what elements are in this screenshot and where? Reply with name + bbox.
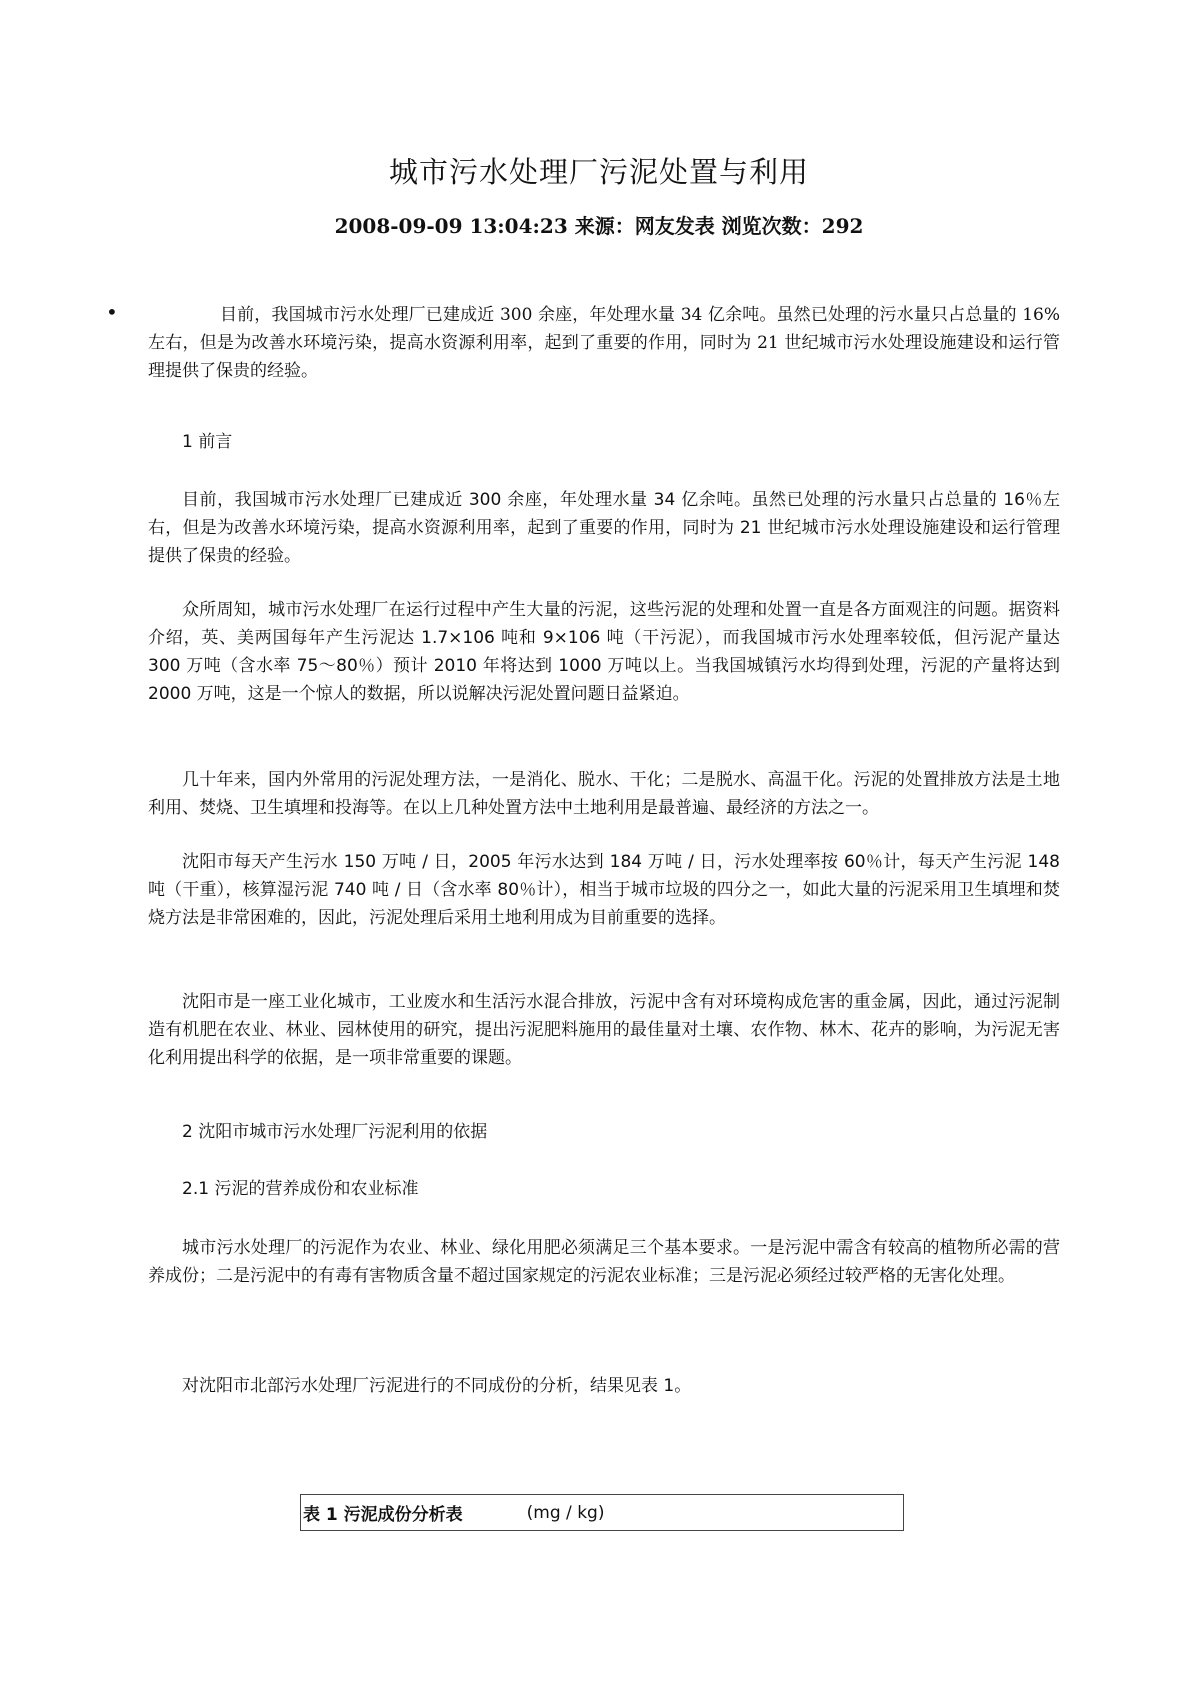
list-bullet: • bbox=[106, 300, 118, 324]
article-meta: 2008-09-09 13:04:23 来源：网友发表 浏览次数：292 bbox=[334, 214, 864, 238]
paragraph-5: 沈阳市是一座工业化城市，工业废水和生活污水混合排放，污泥中含有对环境构成危害的重金属，因此，通过污泥制造有机肥在农业、林业、园林使用的研究，提出污泥肥料施用的最佳量对土壤、农作物、林木、花卉的影响，为污泥无害化利用提出科学的依据，是一项非常重要的课题。 bbox=[148, 992, 1060, 1068]
table-caption-box bbox=[300, 1494, 904, 1531]
paragraph-6: 城市污水处理厂的污泥作为农业、林业、绿化用肥必须满足三个基本要求。一是污泥中需含有较高的植物所必需的营养成份；二是污泥中的有毒有害物质含量不超过国家规定的污泥农业标准；三是污泥必须经过较严格的无害化处理。 bbox=[148, 1238, 1060, 1286]
section-heading-1: 1 前言 bbox=[182, 432, 233, 452]
paragraph-2: 众所周知，城市污水处理厂在运行过程中产生大量的污泥，这些污泥的处理和处置一直是各方面观注的问题。据资料介绍，英、美两国每年产生污泥达 1.7×106 吨和 9×106 吨（干污泥），而我国城市污水处理率较低，但污泥产量达 300 万吨（含水率 75～80％）预计 2010 年将达到 1000 万吨以上。当我国城镇污水均得到处理，污泥的产量将达到 2000 万吨，这是一个惊人的数据，所以说解决污泥处置问题日益紧迫。 bbox=[148, 600, 1060, 704]
table-unit: (mg / kg) bbox=[526, 1502, 605, 1523]
table-caption: 表 1 污泥成份分析表 bbox=[303, 1505, 463, 1525]
intro-paragraph: 目前，我国城市污水处理厂已建成近 300 余座，年处理水量 34 亿余吨。虽然已处理的污水量只占总量的 16%左右，但是为改善水环境污染，提高水资源利用率，起到了重要的作用，同时为 21 世纪城市污水处理设施建设和运行管理提供了保贵的经验。 bbox=[148, 305, 1060, 381]
section-heading-2-1: 2.1 污泥的营养成份和农业标准 bbox=[182, 1179, 419, 1199]
section-heading-2: 2 沈阳市城市污水处理厂污泥利用的依据 bbox=[182, 1122, 488, 1142]
paragraph-1: 目前，我国城市污水处理厂已建成近 300 余座，年处理水量 34 亿余吨。虽然已处理的污水量只占总量的 16％左右，但是为改善水环境污染，提高水资源利用率，起到了重要的作用，同时为 21 世纪城市污水处理设施建设和运行管理提供了保贵的经验。 bbox=[148, 490, 1060, 566]
paragraph-7: 对沈阳市北部污水处理厂污泥进行的不同成份的分析，结果见表 1。 bbox=[182, 1376, 692, 1396]
paragraph-4: 沈阳市每天产生污水 150 万吨 / 日，2005 年污水达到 184 万吨 / 日，污水处理率按 60％计，每天产生污泥 148 吨（干重），核算湿污泥 740 吨 / 日（含水率 80％计），相当于城市垃圾的四分之一，如此大量的污泥采用卫生填埋和焚烧方法是非常困难的，因此，污泥处理后采用土地利用成为目前重要的选择。 bbox=[148, 852, 1060, 928]
paragraph-3: 几十年来，国内外常用的污泥处理方法，一是消化、脱水、干化；二是脱水、高温干化。污泥的处置排放方法是土地利用、焚烧、卫生填埋和投海等。在以上几种处置方法中土地利用是最普遍、最经济的方法之一。 bbox=[148, 770, 1060, 818]
article-title: 城市污水处理厂污泥处置与利用 bbox=[388, 155, 809, 189]
